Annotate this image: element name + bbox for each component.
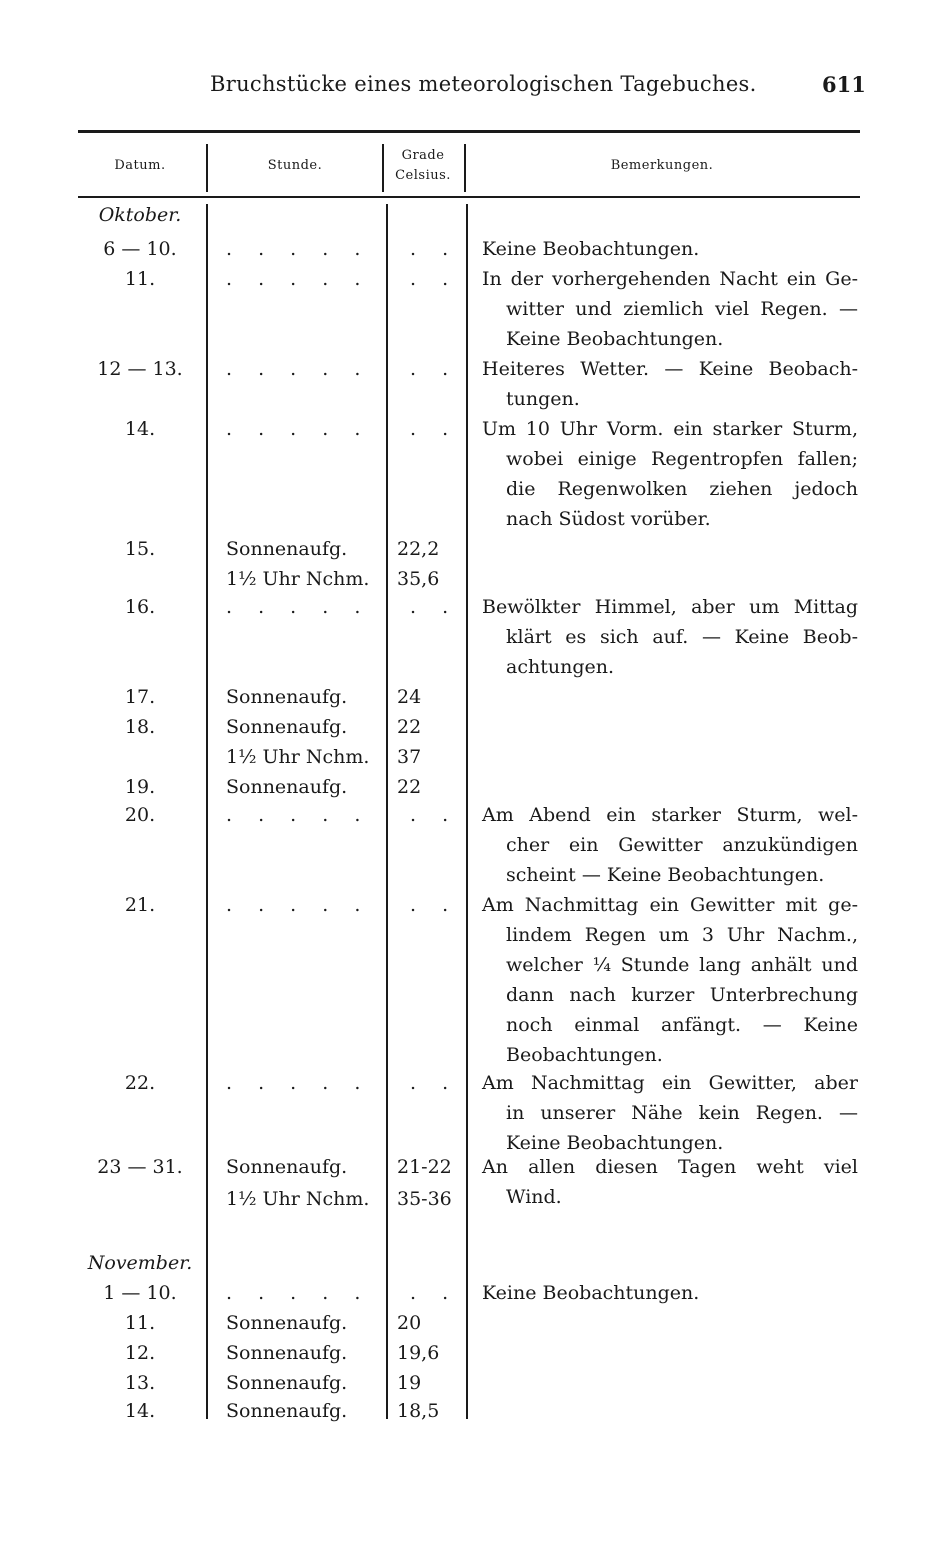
row-date: 22.	[124, 1072, 156, 1094]
remark-line: scheint — Keine Beobachtungen.	[506, 864, 825, 886]
row-remarks	[482, 592, 858, 682]
row-remarks	[482, 234, 858, 264]
row-time: Sonnenaufg.	[226, 776, 348, 798]
row-temperature: . .	[410, 1282, 459, 1304]
remark-line: Am Nachmittag ein Gewitter mit ge-	[482, 894, 858, 916]
row-remarks	[482, 354, 858, 414]
row-date: 14.	[124, 1400, 156, 1422]
column-header-grade: Grade	[401, 148, 445, 163]
row-time: . . . . .	[226, 268, 371, 290]
row-time: . . . . .	[226, 1072, 371, 1094]
remark-line: die Regenwolken ziehen jedoch	[506, 478, 858, 500]
row-temperature: . .	[410, 894, 459, 916]
row-remarks	[482, 890, 858, 1070]
page-number: 611	[822, 72, 866, 97]
row-temperature: 18,5	[397, 1400, 440, 1422]
table-top-rule	[78, 130, 860, 133]
row-temperature: 20	[397, 1312, 422, 1334]
column-separator	[386, 204, 388, 1419]
remark-line: Heiteres Wetter. — Keine Beobach-	[482, 358, 858, 380]
header-separator	[382, 144, 384, 192]
row-time: Sonnenaufg.	[226, 538, 348, 560]
row-date: 13.	[124, 1372, 156, 1394]
row-date: 1 — 10.	[103, 1282, 177, 1304]
row-date: 20.	[124, 804, 156, 826]
row-temperature: 37	[397, 746, 422, 768]
row-time: Sonnenaufg.	[226, 1372, 348, 1394]
row-remarks	[482, 1068, 858, 1158]
table-header-rule	[78, 196, 860, 198]
row-date: 11.	[124, 1312, 156, 1334]
row-time: Sonnenaufg.	[226, 1400, 348, 1422]
remark-line: Um 10 Uhr Vorm. ein starker Sturm,	[482, 418, 858, 440]
remark-line: welcher ¼ Stunde lang anhält und	[506, 954, 858, 976]
remark-line: wobei einige Regentropfen fallen;	[506, 448, 858, 470]
row-time: . . . . .	[226, 358, 371, 380]
row-time: Sonnenaufg.	[226, 1156, 348, 1178]
running-title: Bruchstücke eines meteorologischen Tagebuches.	[210, 72, 757, 96]
month-label-november: November.	[87, 1252, 193, 1274]
remark-line: Keine Beobachtungen.	[506, 1132, 724, 1154]
remark-line: In der vorhergehenden Nacht ein Ge-	[482, 268, 858, 290]
header-separator	[464, 144, 466, 192]
row-time: 1½ Uhr Nchm.	[226, 568, 370, 590]
remark-line: Am Abend ein starker Sturm, wel-	[482, 804, 858, 826]
column-separator	[206, 204, 208, 1419]
row-date: 12.	[124, 1342, 156, 1364]
row-date: 12 — 13.	[97, 358, 183, 380]
row-date: 23 — 31.	[97, 1156, 183, 1178]
row-time: . . . . .	[226, 418, 371, 440]
row-temperature: . .	[410, 358, 459, 380]
row-temperature: 22,2	[397, 538, 440, 560]
remark-line: Keine Beobachtungen.	[482, 1282, 700, 1304]
row-time: Sonnenaufg.	[226, 1312, 348, 1334]
row-temperature: . .	[410, 804, 459, 826]
row-temperature: . .	[410, 596, 459, 618]
row-remarks	[482, 264, 858, 354]
remark-line: cher ein Gewitter anzukündigen	[506, 834, 858, 856]
row-temperature: . .	[410, 238, 459, 260]
remark-line: noch einmal anfängt. — Keine	[506, 1014, 858, 1036]
row-temperature: 19,6	[397, 1342, 440, 1364]
row-date: 17.	[124, 686, 156, 708]
row-temperature: 35,6	[397, 568, 440, 590]
row-temperature: . .	[410, 418, 459, 440]
remark-line: nach Südost vorüber.	[506, 508, 711, 530]
column-header-celsius: Celsius.	[395, 168, 451, 183]
row-date: 18.	[124, 716, 156, 738]
header-separator	[206, 144, 208, 192]
row-date: 14.	[124, 418, 156, 440]
remark-line: dann nach kurzer Unterbrechung	[506, 984, 858, 1006]
remark-line: Am Nachmittag ein Gewitter, aber	[482, 1072, 858, 1094]
row-date: 19.	[124, 776, 156, 798]
remark-line: tungen.	[506, 388, 580, 410]
row-date: 15.	[124, 538, 156, 560]
column-header-stunde: Stunde.	[267, 158, 323, 173]
row-date: 16.	[124, 596, 156, 618]
row-time: . . . . .	[226, 596, 371, 618]
remark-line: Keine Beobachtungen.	[506, 328, 724, 350]
row-temperature: 22	[397, 776, 422, 798]
remark-line: klärt es sich auf. — Keine Beob-	[506, 626, 858, 648]
row-time: . . . . .	[226, 804, 371, 826]
row-time: Sonnenaufg.	[226, 1342, 348, 1364]
row-time: Sonnenaufg.	[226, 686, 348, 708]
remark-line: in unserer Nähe kein Regen. —	[506, 1102, 858, 1124]
row-remarks	[482, 1152, 858, 1212]
row-time: . . . . .	[226, 1282, 371, 1304]
remark-line: witter und ziemlich viel Regen. —	[506, 298, 858, 320]
row-time: Sonnenaufg.	[226, 716, 348, 738]
row-date: 6 — 10.	[103, 238, 177, 260]
column-header-bemerkungen: Bemerkungen.	[610, 158, 714, 173]
row-temperature: 21-22	[397, 1156, 452, 1178]
row-temperature: . .	[410, 268, 459, 290]
remark-line: Wind.	[506, 1186, 562, 1208]
row-temperature: 19	[397, 1372, 422, 1394]
remark-line: lindem Regen um 3 Uhr Nachm.,	[506, 924, 858, 946]
row-time: . . . . .	[226, 894, 371, 916]
row-time: . . . . .	[226, 238, 371, 260]
row-date: 11.	[124, 268, 156, 290]
remark-line: Bewölkter Himmel, aber um Mittag	[482, 596, 858, 618]
row-temperature: . .	[410, 1072, 459, 1094]
row-temperature: 35-36	[397, 1188, 452, 1210]
remark-line: Keine Beobachtungen.	[482, 238, 700, 260]
row-time: 1½ Uhr Nchm.	[226, 1188, 370, 1210]
row-remarks	[482, 800, 858, 890]
row-date: 21.	[124, 894, 156, 916]
remark-line: achtungen.	[506, 656, 614, 678]
row-temperature: 22	[397, 716, 422, 738]
row-remarks	[482, 1278, 858, 1308]
remark-line: An allen diesen Tagen weht viel	[482, 1156, 858, 1178]
row-remarks	[482, 414, 858, 534]
column-header-datum: Datum.	[114, 158, 166, 173]
row-time: 1½ Uhr Nchm.	[226, 746, 370, 768]
remark-line: Beobachtungen.	[506, 1044, 663, 1066]
row-temperature: 24	[397, 686, 422, 708]
month-label-oktober: Oktober.	[98, 204, 182, 226]
